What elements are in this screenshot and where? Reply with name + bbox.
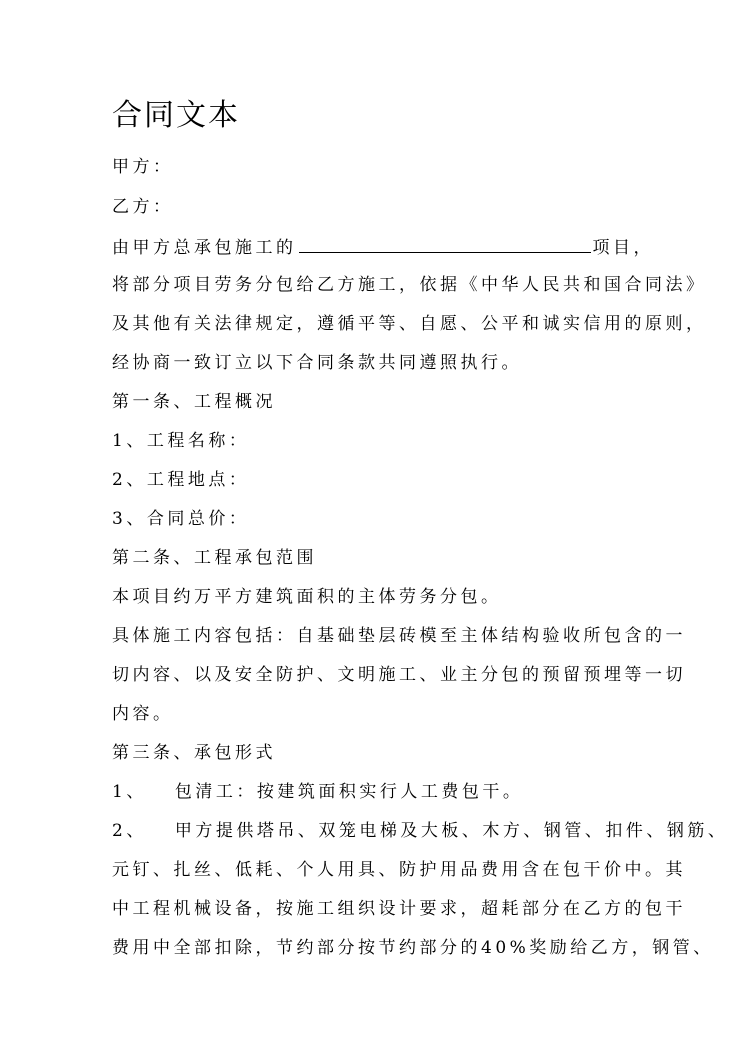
document-title: 合同文本 [112, 98, 240, 133]
article2-heading: 第二条、工程承包范围 [112, 548, 317, 568]
intro-prefix: 由甲方总承包施工的 [112, 238, 297, 258]
article3-item-2-number: 2、 [112, 821, 147, 841]
intro-line-3: 及其他有关法律规定，遵循平等、自愿、公平和诚实信用的原则， [112, 314, 707, 334]
intro-line-1 [112, 234, 654, 260]
article1-heading: 第一条、工程概况 [112, 392, 276, 412]
article2-line-3: 切内容、以及安全防护、文明施工、业主分包的预留预埋等一切 [112, 665, 686, 685]
article2-line-4: 内容。 [112, 704, 174, 724]
article3-item-1 [112, 780, 523, 804]
article3-item-2 [112, 819, 728, 843]
article3-line-a: 元钉、扎丝、低耗、个人用具、防护用品费用含在包干价中。其 [112, 860, 686, 880]
article3-line-c: 费用中全部扣除，节约部分按节约部分的40%奖励给乙方，钢管、 [112, 938, 714, 958]
party-b-label: 乙方： [112, 197, 174, 217]
article3-item-1-text: 包清工：按建筑面积实行人工费包干。 [174, 782, 524, 802]
intro-suffix: 项目， [592, 238, 654, 258]
article2-line-1: 本项目约万平方建筑面积的主体劳务分包。 [112, 587, 502, 607]
article3-heading: 第三条、承包形式 [112, 743, 276, 763]
article1-item-price: 3、合同总价： [112, 509, 250, 529]
article2-line-2: 具体施工内容包括：自基础垫层砖模至主体结构验收所包含的一 [112, 626, 686, 646]
project-name-blank [299, 234, 591, 253]
intro-line-2: 将部分项目劳务分包给乙方施工，依据《中华人民共和国合同法》 [112, 275, 707, 295]
party-a-label: 甲方： [112, 157, 174, 177]
article1-item-location: 2、工程地点： [112, 470, 250, 490]
intro-line-4: 经协商一致订立以下合同条款共同遵照执行。 [112, 353, 522, 373]
article1-item-name: 1、工程名称： [112, 431, 250, 451]
article3-line-b: 中工程机械设备，按施工组织设计要求，超耗部分在乙方的包干 [112, 899, 686, 919]
article3-item-1-number: 1、 [112, 782, 147, 802]
article3-item-2-text: 甲方提供塔吊、双笼电梯及大板、木方、钢管、扣件、钢筋、 [174, 821, 729, 841]
